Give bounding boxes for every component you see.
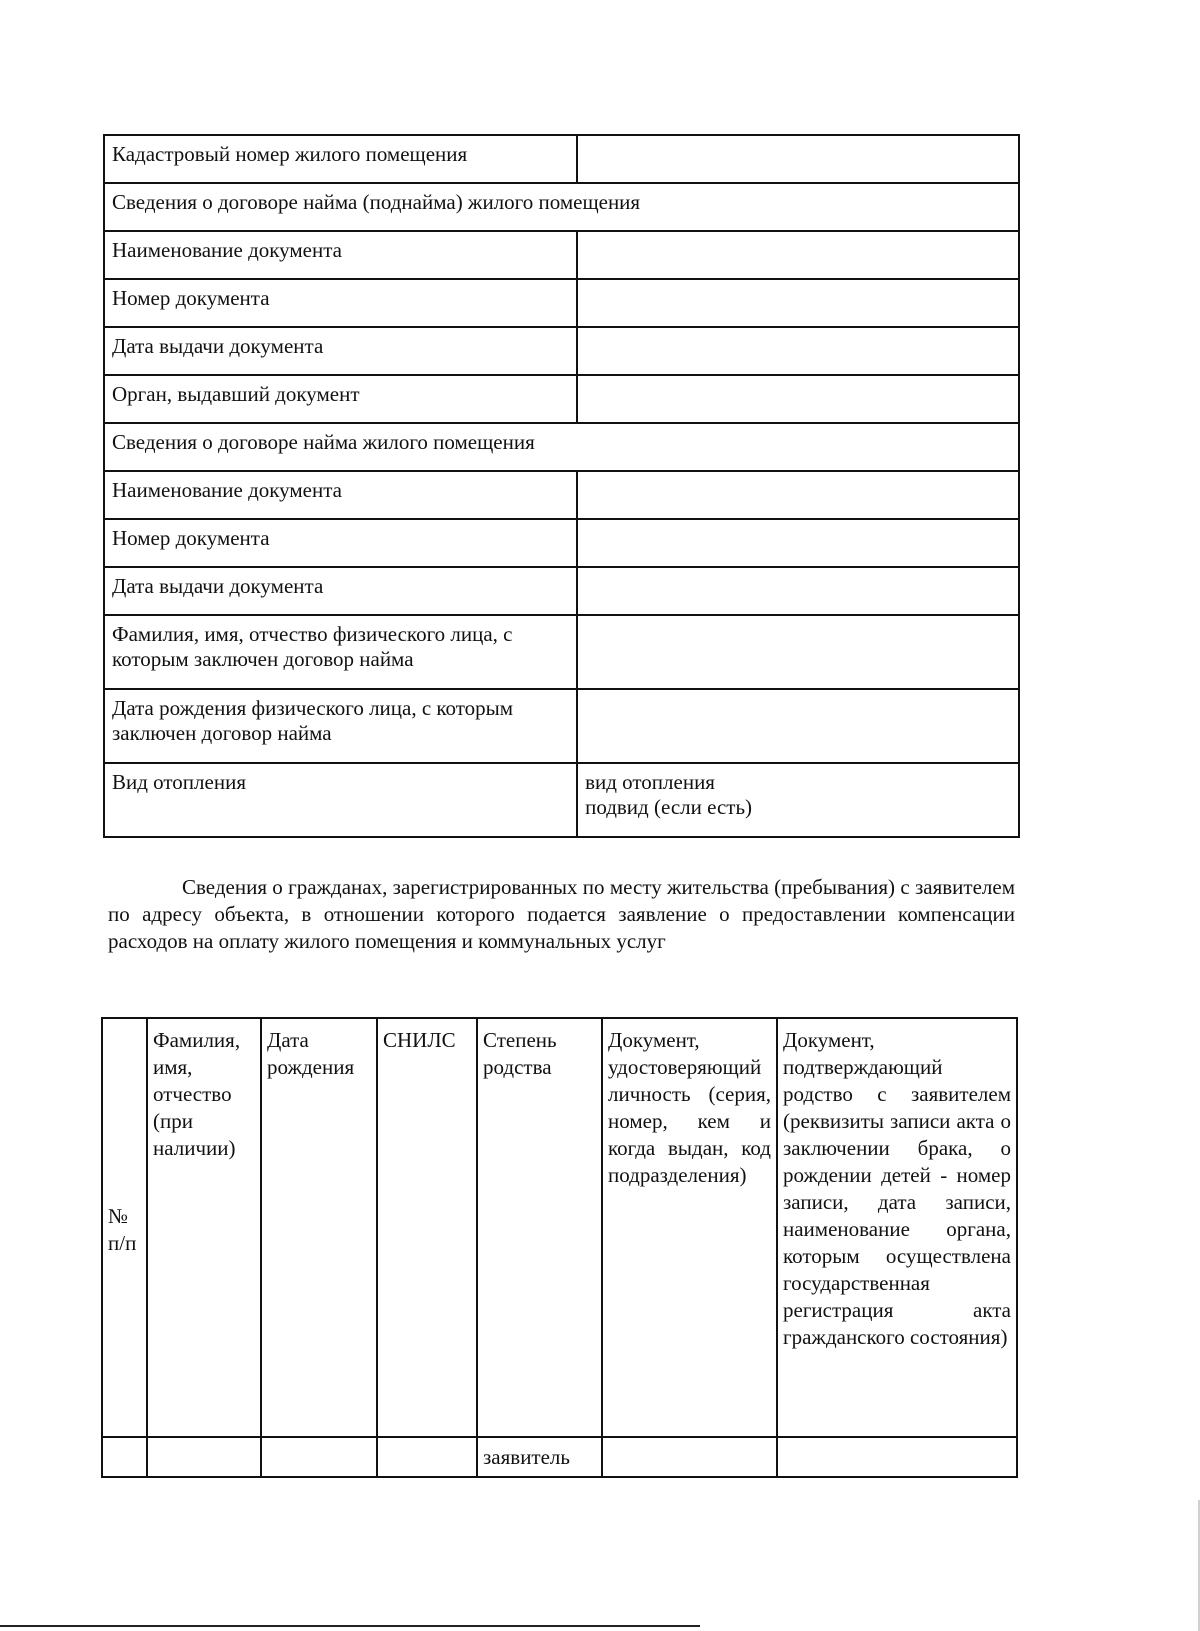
section-heading: Сведения о договоре найма (поднайма) жилого помещения <box>104 183 1019 231</box>
row-label: Наименование документа <box>104 231 577 279</box>
cell-kinship-document <box>777 1437 1017 1477</box>
row-label: Фамилия, имя, отчество физического лица, с которым заключен договор найма <box>104 615 577 689</box>
row-value <box>577 231 1019 279</box>
table-row <box>104 231 1019 279</box>
row-value <box>577 689 1019 763</box>
row-label: Номер документа <box>104 279 577 327</box>
housing-info-table <box>103 134 1020 838</box>
table-row <box>104 471 1019 519</box>
header-birth-date: Дата рождения <box>261 1018 377 1437</box>
heating-value <box>577 763 1019 837</box>
row-value <box>577 519 1019 567</box>
header-kinship-document: Документ, подтверждающий родство с заявителем (реквизиты записи акта о заключении брака, о рождении детей - номер записи, дата записи, наименование органа, которым осуществлена государственная регистрация акта гражданского состояния) <box>777 1018 1017 1437</box>
header-full-name: Фамилия, имя, отчество (при наличии) <box>147 1018 261 1437</box>
cell-number <box>102 1437 147 1477</box>
cell-birth-date <box>261 1437 377 1477</box>
row-label: Вид отопления <box>104 763 577 837</box>
row-label: Дата выдачи документа <box>104 327 577 375</box>
row-value <box>577 471 1019 519</box>
table-row <box>104 689 1019 763</box>
header-number: № п/п <box>102 1018 147 1437</box>
cell-identity-document <box>602 1437 777 1477</box>
table-header-row <box>102 1018 1017 1437</box>
table-row <box>104 135 1019 183</box>
header-snils: СНИЛС <box>377 1018 477 1437</box>
table-row <box>102 1437 1017 1477</box>
row-label: Кадастровый номер жилого помещения <box>104 135 577 183</box>
page-bottom-rule <box>0 1625 700 1627</box>
table-row <box>104 567 1019 615</box>
section-row <box>104 183 1019 231</box>
citizens-intro-paragraph: Сведения о гражданах, зарегистрированных по месту жительства (пребывания) с заявителем по адресу объекта, в отношении которого подается заявление о предоставлении компенсации расходов на оплату жилого помещения и коммунальных услуг <box>108 875 1015 953</box>
section-heading: Сведения о договоре найма жилого помещения <box>104 423 1019 471</box>
row-value <box>577 615 1019 689</box>
table-row <box>104 519 1019 567</box>
row-value <box>577 567 1019 615</box>
row-label: Орган, выдавший документ <box>104 375 577 423</box>
row-value <box>577 135 1019 183</box>
heating-type: вид отопления <box>585 770 715 794</box>
cell-snils <box>377 1437 477 1477</box>
header-kinship: Степень родства <box>477 1018 602 1437</box>
row-label: Номер документа <box>104 519 577 567</box>
row-label: Наименование документа <box>104 471 577 519</box>
table-row <box>104 279 1019 327</box>
row-label: Дата выдачи документа <box>104 567 577 615</box>
cell-full-name <box>147 1437 261 1477</box>
cell-kinship: заявитель <box>477 1437 602 1477</box>
table-row <box>104 327 1019 375</box>
table-row <box>104 763 1019 837</box>
table-row <box>104 375 1019 423</box>
heating-subtype: подвид (если есть) <box>585 795 753 819</box>
header-identity-document: Документ, удостоверяющий личность (серия, номер, кем и когда выдан, код подразделения) <box>602 1018 777 1437</box>
row-label: Дата рождения физического лица, с которым заключен договор найма <box>104 689 577 763</box>
row-value <box>577 279 1019 327</box>
row-value <box>577 327 1019 375</box>
row-value <box>577 375 1019 423</box>
citizens-table <box>101 1017 1018 1478</box>
table-row <box>104 615 1019 689</box>
section-row <box>104 423 1019 471</box>
